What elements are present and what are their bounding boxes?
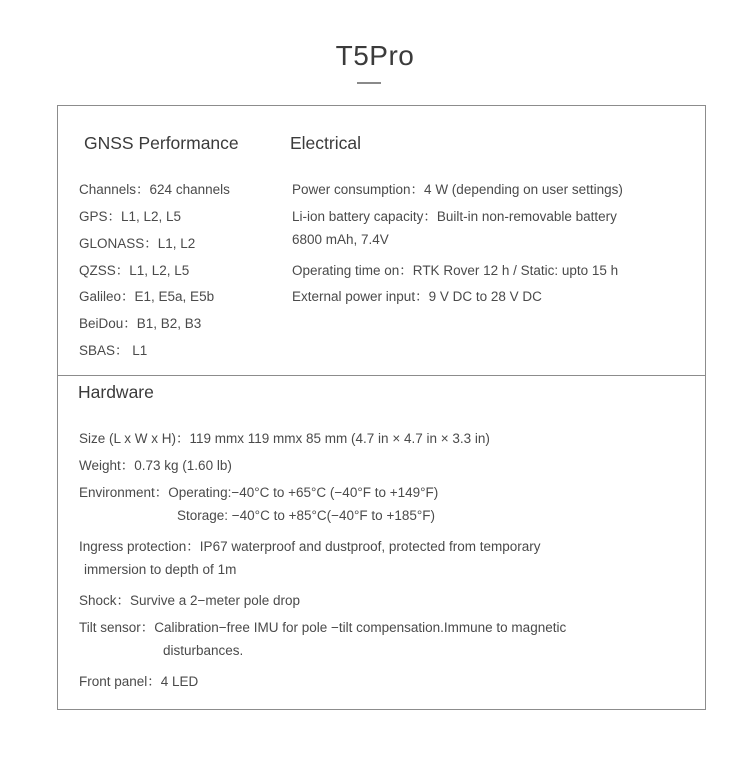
hardware-environment-storage: Storage: −40°C to +85°C(−40°F to +185°F) — [177, 508, 435, 523]
gnss-heading: GNSS Performance — [84, 133, 239, 153]
gnss-glonass: GLONASS：L1, L2 — [79, 236, 196, 251]
hardware-size: Size (L x W x H)：119 mmx 119 mmx 85 mm (4.7 in × 4.7 in × 3.3 in) — [79, 431, 490, 446]
hardware-ingress-protection: Ingress protection：IP67 waterproof and dustproof, protected from temporary — [79, 539, 541, 554]
specs-box-bottom — [57, 375, 706, 710]
electrical-battery-spec: 6800 mAh, 7.4V — [292, 232, 389, 247]
gnss-beidou: BeiDou：B1, B2, B3 — [79, 316, 202, 331]
gnss-galileo: Galileo：E1, E5a, E5b — [79, 289, 215, 304]
hardware-shock: Shock：Survive a 2−meter pole drop — [79, 593, 300, 608]
hardware-environment-operating: Environment：Operating:−40°C to +65°C (−40°F to +149°F) — [79, 485, 439, 500]
hardware-tilt-sensor-cont: disturbances. — [163, 643, 244, 658]
electrical-power-consumption: Power consumption：4 W (depending on user settings) — [292, 182, 623, 197]
electrical-heading: Electrical — [290, 133, 361, 153]
hardware-tilt-sensor: Tilt sensor：Calibration−free IMU for pole −tilt compensation.Immune to magnetic — [79, 620, 567, 635]
hardware-weight: Weight：0.73 kg (1.60 lb) — [79, 458, 232, 473]
electrical-battery-capacity: Li-ion battery capacity：Built-in non-removable battery — [292, 209, 617, 224]
electrical-external-power: External power input：9 V DC to 28 V DC — [292, 289, 542, 304]
gnss-sbas: SBAS： L1 — [79, 343, 148, 358]
gnss-channels: Channels：624 channels — [79, 182, 230, 197]
specs-box-top — [57, 105, 706, 376]
page-title: T5Pro — [335, 40, 415, 71]
hardware-ingress-protection-cont: immersion to depth of 1m — [84, 562, 237, 577]
electrical-operating-time: Operating time on：RTK Rover 12 h / Static: upto 15 h — [292, 263, 619, 278]
hardware-heading: Hardware — [78, 382, 154, 402]
gnss-qzss: QZSS：L1, L2, L5 — [79, 263, 190, 278]
gnss-gps: GPS：L1, L2, L5 — [79, 209, 182, 224]
title-underline — [357, 82, 381, 84]
hardware-front-panel: Front panel：4 LED — [79, 674, 199, 689]
